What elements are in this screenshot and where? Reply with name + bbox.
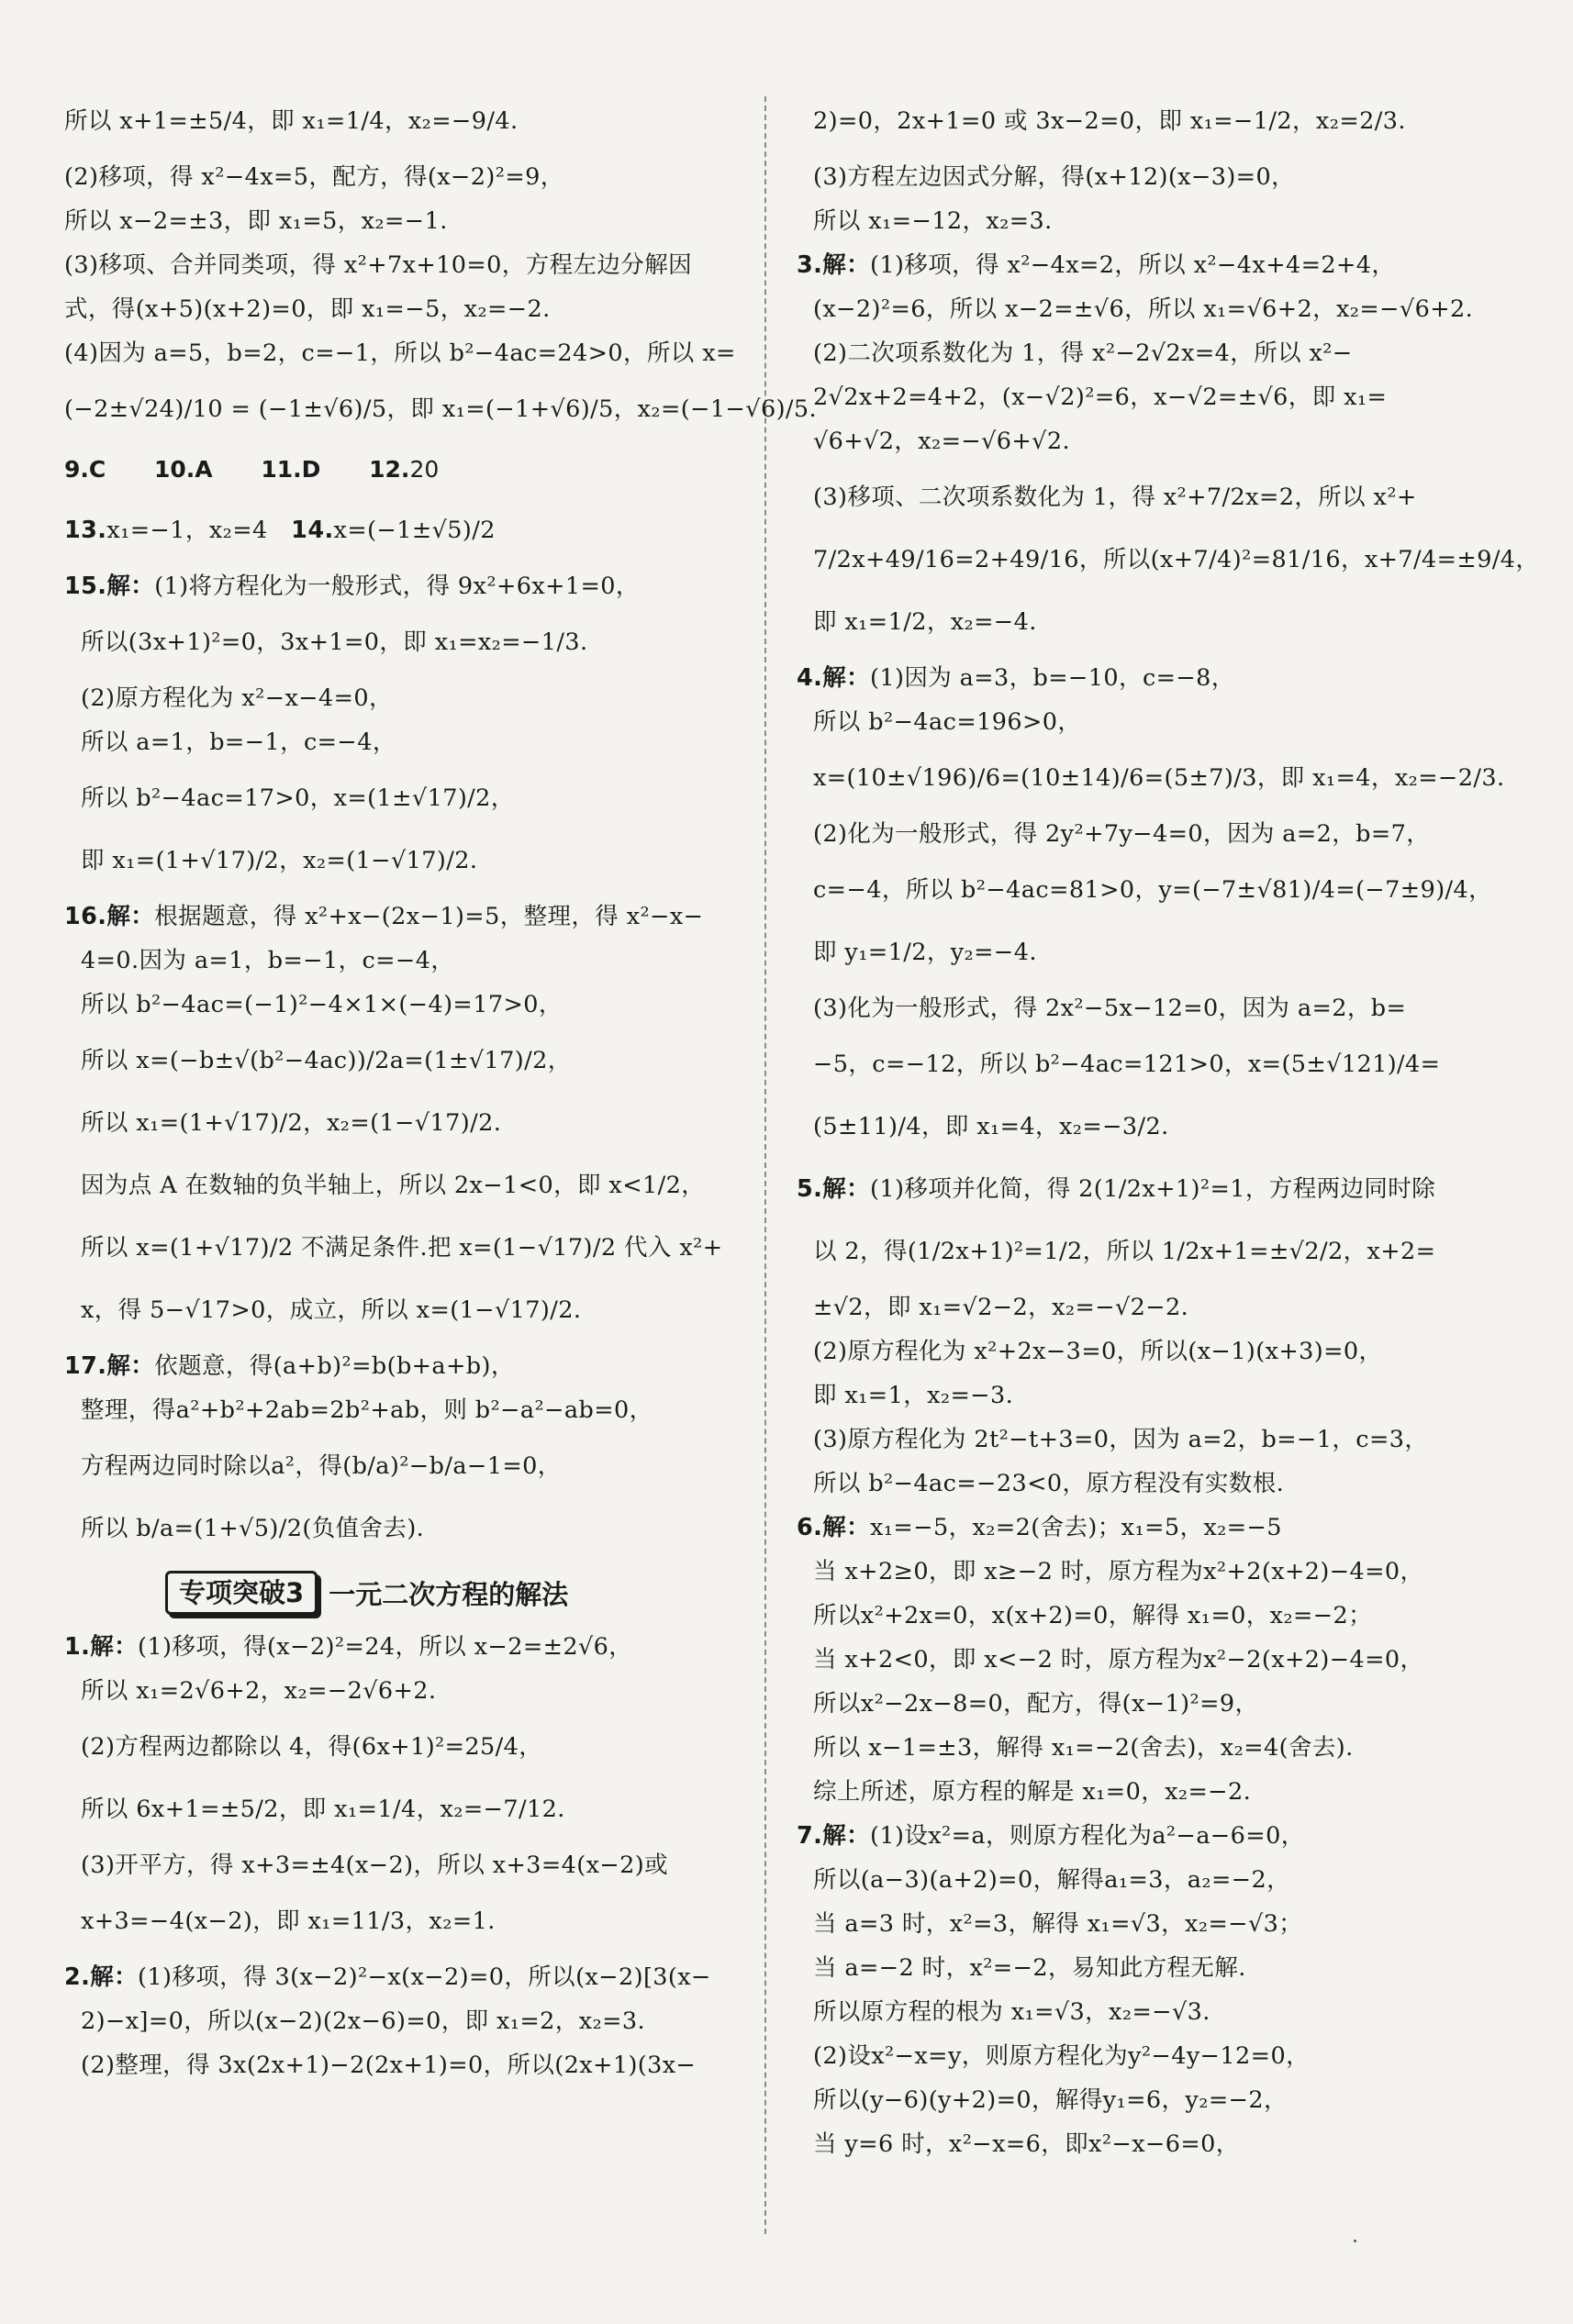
text-line: √6+√2，x₂=−√6+√2.	[813, 428, 1070, 455]
mc-answer: 9.C	[64, 456, 106, 483]
special-2-heading: 2.解：(1)移项，得 3(x−2)²−x(x−2)=0，所以(x−2)[3(x−	[64, 1963, 711, 1991]
text-line: 当 a=3 时，x²=3，解得 x₁=√3，x₂=−√3；	[813, 1910, 1303, 1938]
text-line: (3)开平方，得 x+3=±4(x−2)，所以 x+3=4(x−2)或	[81, 1851, 669, 1879]
special-5-heading: 5.解：(1)移项并化简，得 2(1/2x+1)²=1，方程两边同时除	[797, 1175, 1436, 1203]
text-line: 以 2，得(1/2x+1)²=1/2，所以 1/2x+1=±√2/2，x+2=	[813, 1238, 1436, 1265]
text-line: 2√2x+2=4+2，(x−√2)²=6，x−√2=±√6，即 x₁=	[813, 384, 1388, 411]
question-15-heading: 15.解：(1)将方程化为一般形式，得 9x²+6x+1=0，	[64, 573, 640, 600]
text-line: (−2±√24)/10 = (−1±√6)/5，即 x₁=(−1+√6)/5，x₂=(−1−√6)/5.	[64, 395, 818, 423]
text-line: 所以 6x+1=±5/2，即 x₁=1/4，x₂=−7/12.	[81, 1796, 565, 1823]
text-line: 所以 b/a=(1+√5)/2(负值舍去).	[81, 1515, 425, 1542]
text-line: 所以 x₁=−12，x₂=3.	[813, 207, 1053, 235]
special-7-heading: 7.解：(1)设x²=a，则原方程化为a²−a−6=0，	[797, 1822, 1305, 1850]
special-6-heading: 6.解：x₁=−5，x₂=2(舍去)；x₁=5，x₂=−5	[797, 1514, 1282, 1541]
mc-answer: 10.A	[153, 456, 213, 483]
special-3-heading: 3.解：(1)移项，得 x²−4x=2，所以 x²−4x+4=2+4，	[797, 251, 1396, 279]
text-line: 所以 x₁=2√6+2，x₂=−2√6+2.	[81, 1677, 437, 1705]
text-line: (2)二次项系数化为 1，得 x²−2√2x=4，所以 x²−	[813, 339, 1353, 367]
text-line: 方程两边同时除以a²，得(b/a)²−b/a−1=0，	[81, 1452, 562, 1480]
section-badge: 专项突破3	[165, 1571, 318, 1615]
question-16-heading: 16.解：根据题意，得 x²+x−(2x−1)=5，整理，得 x²−x−	[64, 903, 704, 930]
text-line: 所以(a−3)(a+2)=0，解得a₁=3，a₂=−2，	[813, 1866, 1291, 1894]
text-line: 当 x+2<0，即 x<−2 时，原方程为x²−2(x+2)−4=0，	[813, 1646, 1424, 1674]
text-line: 所以 x+1=±5/4，即 x₁=1/4，x₂=−9/4.	[64, 107, 519, 135]
text-line: (2)原方程化为 x²−x−4=0，	[81, 684, 393, 712]
text-line: 所以 x=(1+√17)/2 不满足条件.把 x=(1−√17)/2 代入 x²+	[81, 1234, 723, 1262]
text-line: 式，得(x+5)(x+2)=0，即 x₁=−5，x₂=−2.	[64, 295, 551, 323]
text-line: (4)因为 a=5，b=2，c=−1，所以 b²−4ac=24>0，所以 x=	[64, 339, 736, 367]
text-line: 所以原方程的根为 x₁=√3，x₂=−√3.	[813, 1998, 1210, 2026]
text-line: (2)设x²−x=y，则原方程化为y²−4y−12=0，	[813, 2042, 1310, 2070]
question-17-heading: 17.解：依题意，得(a+b)²=b(b+a+b)，	[64, 1352, 515, 1380]
text-line: (3)方程左边因式分解，得(x+12)(x−3)=0，	[813, 163, 1295, 191]
text-line: x，得 5−√17>0，成立，所以 x=(1−√17)/2.	[81, 1296, 582, 1324]
text-line: 即 x₁=1/2，x₂=−4.	[813, 608, 1037, 636]
text-line: 所以 x₁=(1+√17)/2，x₂=(1−√17)/2.	[81, 1109, 502, 1137]
special-4-heading: 4.解：(1)因为 a=3，b=−10，c=−8，	[797, 664, 1235, 692]
text-line: 当 a=−2 时，x²=−2，易知此方程无解.	[813, 1954, 1246, 1982]
text-line: 所以 b²−4ac=17>0，x=(1±√17)/2，	[81, 784, 515, 812]
text-line: (5±11)/4，即 x₁=4，x₂=−3/2.	[813, 1113, 1169, 1140]
multiple-choice-answers	[64, 443, 734, 496]
text-line: (2)整理，得 3x(2x+1)−2(2x+1)=0，所以(2x+1)(3x−	[81, 2052, 697, 2079]
text-line: 所以x²+2x=0，x(x+2)=0，解得 x₁=0，x₂=−2；	[813, 1602, 1373, 1629]
text-line: (3)移项、合并同类项，得 x²+7x+10=0，方程左边分解因	[64, 251, 693, 279]
scan-speck	[1354, 2240, 1356, 2242]
text-line: c=−4，所以 b²−4ac=81>0，y=(−7±√81)/4=(−7±9)/4，	[813, 876, 1493, 904]
q13-14-answers: 13.x₁=−1，x₂=4 14.x=(−1±√5)/2	[64, 517, 496, 544]
text-line: 即 x₁=(1+√17)/2，x₂=(1−√17)/2.	[81, 847, 478, 874]
text-line: ±√2，即 x₁=√2−2，x₂=−√2−2.	[813, 1294, 1189, 1321]
text-line: 因为点 A 在数轴的负半轴上，所以 2x−1<0，即 x<1/2，	[81, 1172, 706, 1199]
text-line: 当 x+2≥0，即 x≥−2 时，原方程为x²+2(x+2)−4=0，	[813, 1558, 1424, 1585]
section-heading	[165, 1570, 734, 1616]
text-line: 所以 b²−4ac=196>0，	[813, 708, 1082, 736]
text-line: 2)−x]=0，所以(x−2)(2x−6)=0，即 x₁=2，x₂=3.	[81, 2007, 646, 2035]
text-line: x=(10±√196)/6=(10±14)/6=(5±7)/3，即 x₁=4，x₂=−2/3.	[813, 764, 1505, 792]
text-line: 2)=0，2x+1=0 或 3x−2=0，即 x₁=−1/2，x₂=2/3.	[813, 107, 1406, 135]
text-line: 所以 b²−4ac=−23<0，原方程没有实数根.	[813, 1470, 1285, 1497]
text-line: 所以 a=1，b=−1，c=−4，	[81, 728, 396, 756]
text-line: (2)化为一般形式，得 2y²+7y−4=0，因为 a=2，b=7，	[813, 820, 1431, 848]
text-line: 所以x²−2x−8=0，配方，得(x−1)²=9，	[813, 1690, 1259, 1718]
section-title: 一元二次方程的解法	[329, 1578, 569, 1610]
text-line: 即 x₁=1，x₂=−3.	[813, 1382, 1014, 1409]
text-line: (x−2)²=6，所以 x−2=±√6，所以 x₁=√6+2，x₂=−√6+2.	[813, 295, 1474, 323]
text-line: 所以 x−2=±3，即 x₁=5，x₂=−1.	[64, 207, 448, 235]
text-line: (3)化为一般形式，得 2x²−5x−12=0，因为 a=2，b=	[813, 995, 1407, 1022]
mc-answer: 12.20	[369, 456, 440, 483]
text-line: 所以 b²−4ac=(−1)²−4×1×(−4)=17>0，	[81, 991, 563, 1018]
text-line: 当 y=6 时，x²−x=6，即x²−x−6=0，	[813, 2130, 1240, 2158]
text-line: (2)移项，得 x²−4x=5，配方，得(x−2)²=9，	[64, 163, 564, 191]
text-line: (2)原方程化为 x²+2x−3=0，所以(x−1)(x+3)=0，	[813, 1338, 1383, 1365]
text-line: 4=0.因为 a=1，b=−1，c=−4，	[81, 947, 455, 974]
text-line: 所以(3x+1)²=0，3x+1=0，即 x₁=x₂=−1/3.	[81, 628, 588, 656]
text-line: (3)原方程化为 2t²−t+3=0，因为 a=2，b=−1，c=3，	[813, 1426, 1429, 1453]
text-line: 所以 x−1=±3，解得 x₁=−2(舍去)，x₂=4(舍去).	[813, 1734, 1354, 1762]
left-column	[64, 87, 818, 2087]
text-line: 即 y₁=1/2，y₂=−4.	[813, 939, 1037, 966]
text-line: (2)方程两边都除以 4，得(6x+1)²=25/4，	[81, 1733, 543, 1761]
right-column	[797, 87, 1540, 2166]
text-line: x+3=−4(x−2)，即 x₁=11/3，x₂=1.	[81, 1907, 496, 1935]
mc-answer: 11.D	[261, 456, 321, 483]
text-line: 所以 x=(−b±√(b²−4ac))/2a=(1±√17)/2，	[81, 1047, 572, 1074]
text-line: 所以(y−6)(y+2)=0，解得y₁=6，y₂=−2，	[813, 2086, 1288, 2114]
text-line: (3)移项、二次项系数化为 1，得 x²+7/2x=2，所以 x²+	[813, 484, 1417, 511]
special-1-heading: 1.解：(1)移项，得(x−2)²=24，所以 x−2=±2√6，	[64, 1633, 633, 1661]
text-line: 整理，得a²+b²+2ab=2b²+ab，则 b²−a²−ab=0，	[81, 1396, 653, 1424]
text-line: 7/2x+49/16=2+49/16，所以(x+7/4)²=81/16，x+7/4=±9/4，	[813, 546, 1540, 573]
text-line: 综上所述，原方程的解是 x₁=0，x₂=−2.	[813, 1778, 1252, 1806]
text-line: −5，c=−12，所以 b²−4ac=121>0，x=(5±√121)/4=	[813, 1051, 1441, 1078]
